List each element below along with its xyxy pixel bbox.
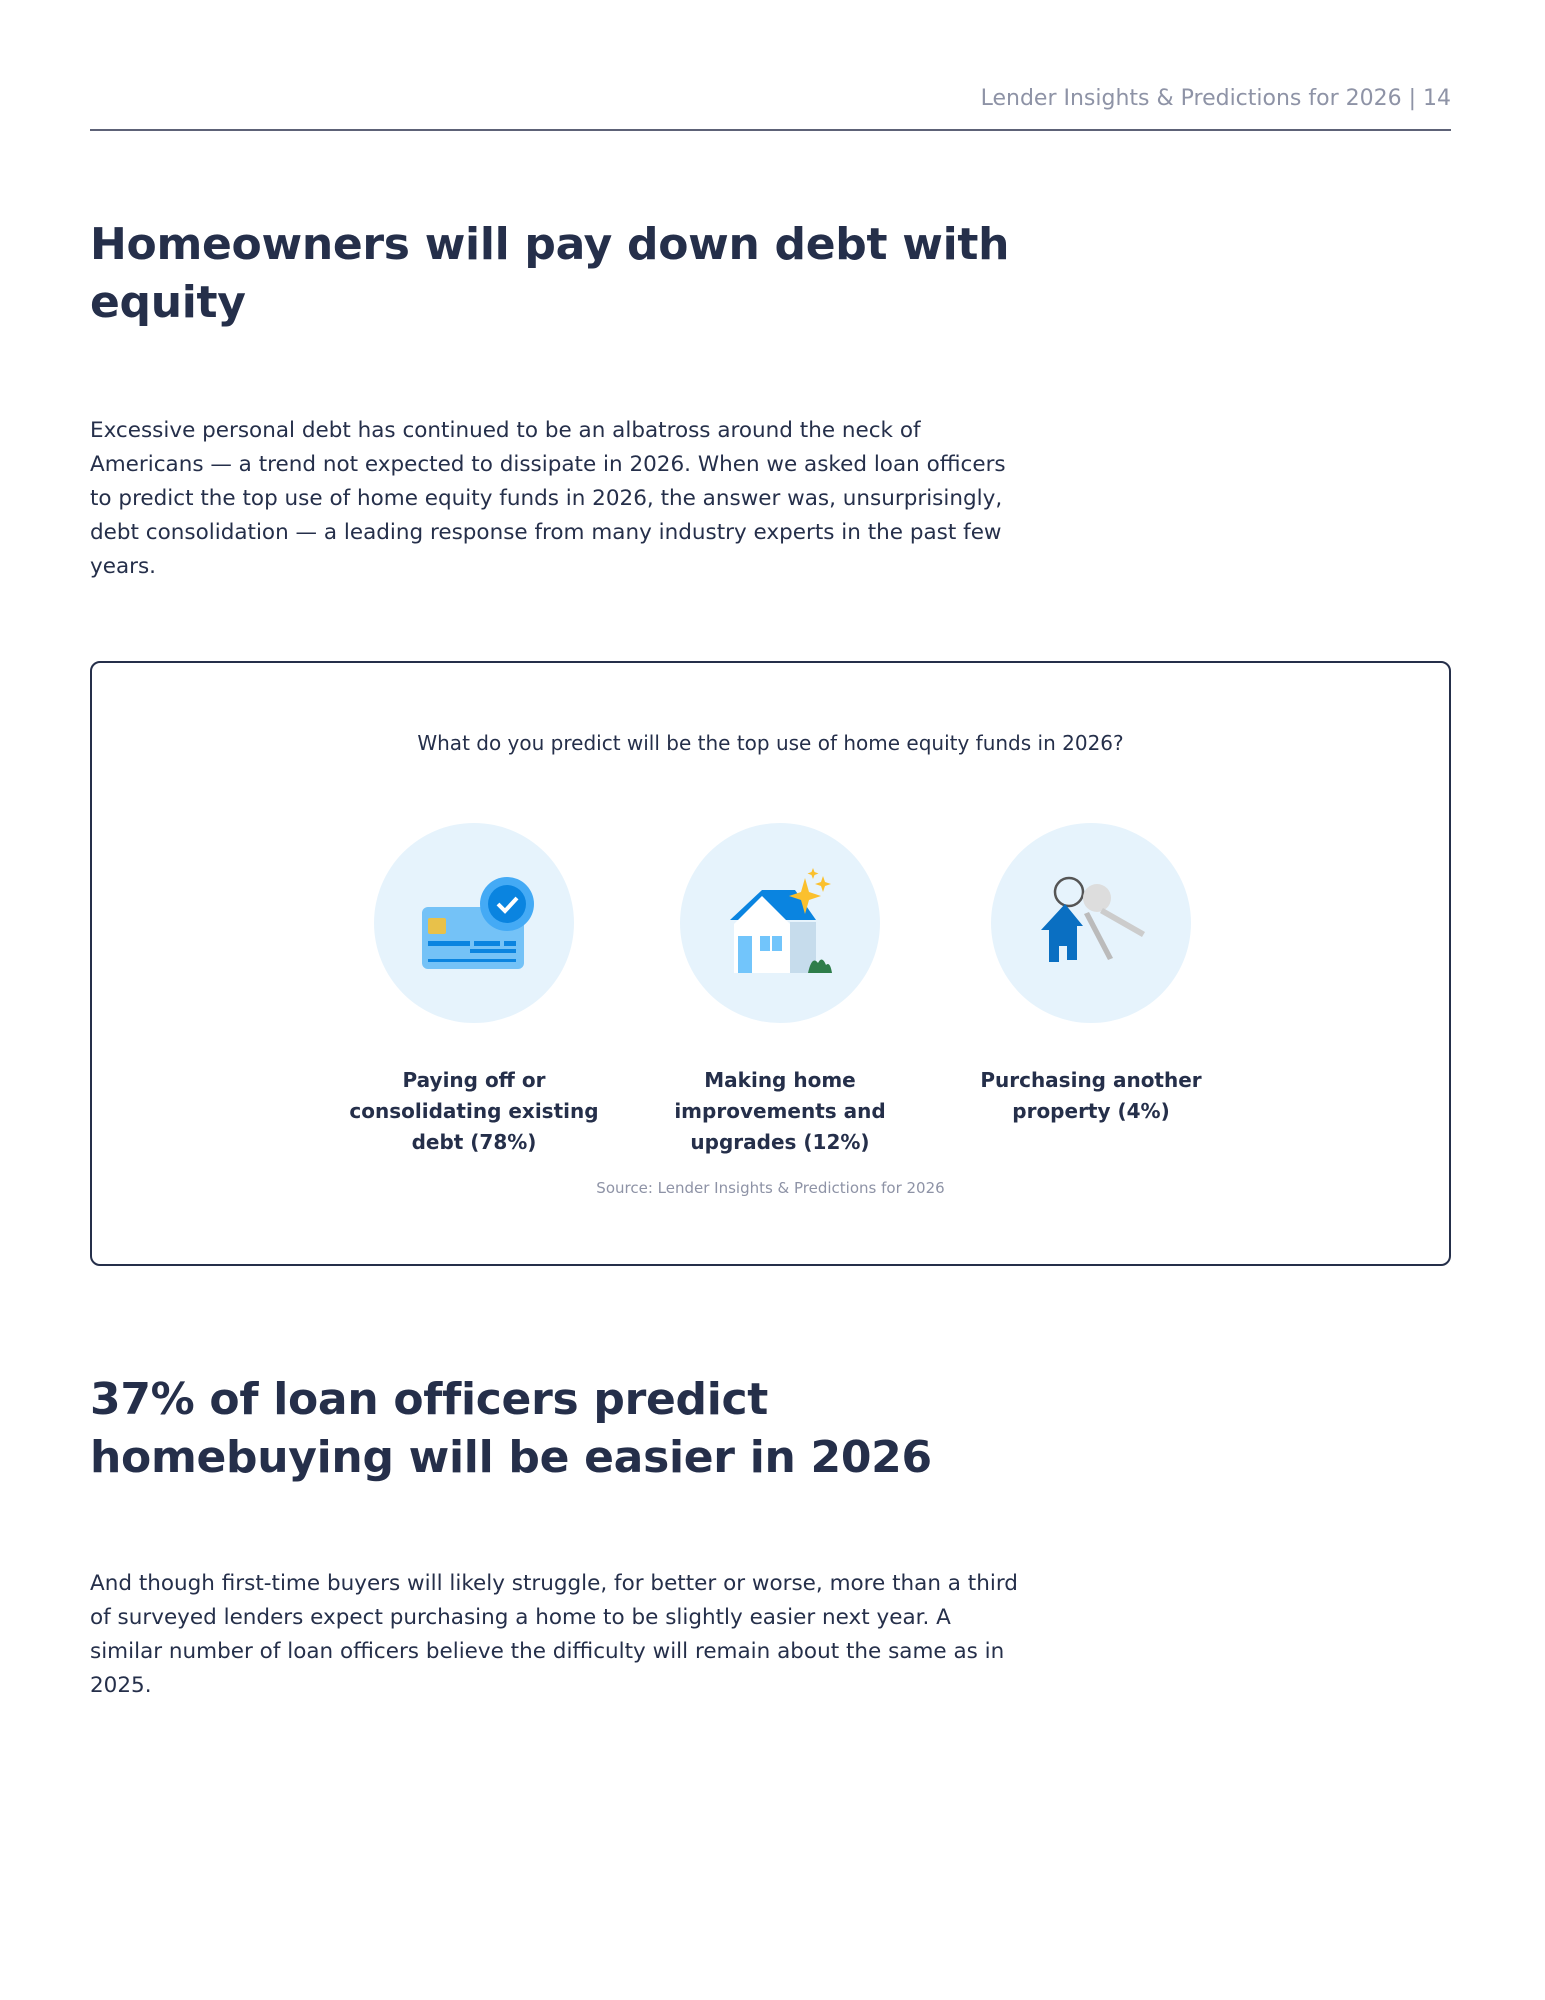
survey-item (941, 823, 1241, 1127)
item-label: Paying off or consolidating existing debt (78%) (349, 1068, 599, 1154)
survey-question: What do you predict will be the top use of home equity funds in 2026? (417, 731, 1124, 755)
running-header: Lender Insights & Predictions for 2026 | 14 (980, 86, 1451, 111)
item-label: Making home improvements and upgrades (12%) (674, 1068, 886, 1154)
credit-card-check-icon (374, 823, 574, 1023)
survey-callout (90, 661, 1451, 1266)
survey-item (324, 823, 624, 1158)
survey-item (630, 823, 930, 1158)
section-heading: Homeowners will pay down debt with equity (90, 219, 1010, 328)
source-note: Source: Lender Insights & Predictions for 2026 (596, 1179, 945, 1197)
house-keys-icon (991, 823, 1191, 1023)
house-sparkle-icon (680, 823, 880, 1023)
header-divider (90, 129, 1451, 131)
section-body: And though first-time buyers will likely struggle, for better or worse, more than a third of surveyed lenders expect purchasing a home to be slightly easier next year. A similar number of loan officers believe the difficulty will remain about the same as in 2025. (90, 1571, 1018, 1698)
section-body: Excessive personal debt has continued to be an albatross around the neck of Americans — a trend not expected to dissipate in 2026. When we asked loan officers to predict the top use of home equity funds in 2026, the answer was, unsurprisingly, debt consolidation — a leading response from many industry experts in the past few years. (90, 418, 1006, 579)
section-heading: 37% of loan officers predict homebuying will be easier in 2026 (90, 1374, 932, 1483)
item-label: Purchasing another property (4%) (980, 1068, 1202, 1123)
